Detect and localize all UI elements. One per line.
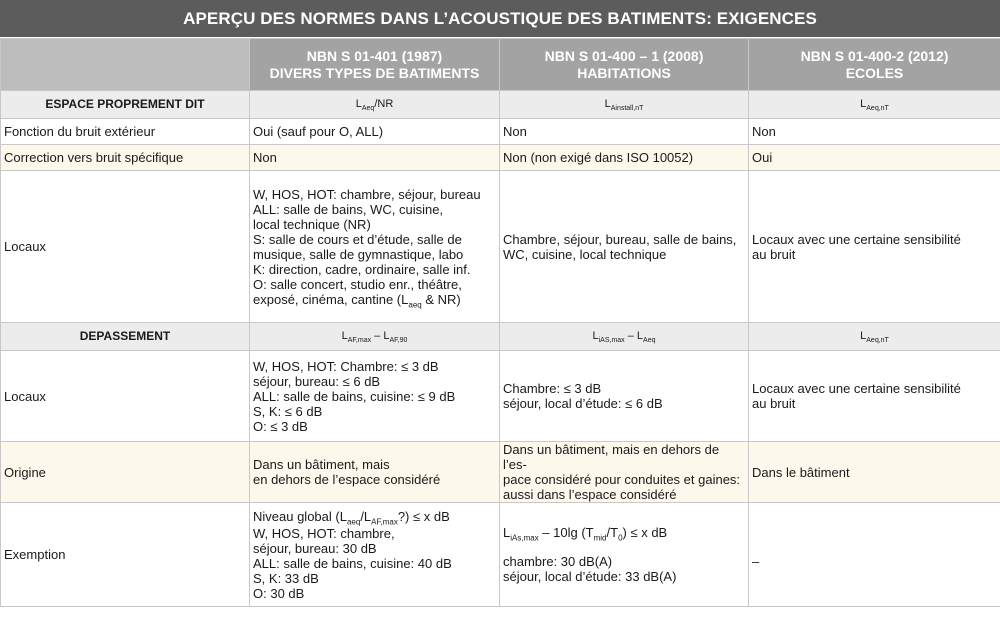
- table-cell: –: [749, 503, 1000, 607]
- table-cell: Niveau global $(L_{aeq}/L_{AF,max}?) \le x$ dB W, HOS, HOT: chambre, séjour, bureau: 30 dB ALL: salle de bains, cuisine: 40 dB S, K: 33 dB O: 30 dB: [250, 503, 500, 607]
- table-cell: W, HOS, HOT: Chambre: ≤ 3 dB séjour, bureau: ≤ 6 dB ALL: salle de bains, cuisine: ≤ 9 dB S, K: ≤ 6 dB O: ≤ 3 dB: [250, 351, 500, 442]
- table-cell: Dans un bâtiment, mais en dehors de l’espace considéré: [250, 442, 500, 503]
- row-label: Locaux: [1, 171, 250, 323]
- header-corner: [1, 39, 250, 91]
- table-row-exemption: [1, 503, 1000, 607]
- section-espace-row: [1, 91, 1000, 119]
- table-row-locaux-depassement: [1, 351, 1000, 442]
- metric-cell: $L_{AF,max} - L_{AF,90}$: [250, 323, 500, 351]
- row-label: Correction vers bruit spécifique: [1, 145, 250, 171]
- row-label: Origine: [1, 442, 250, 503]
- column-header-nbn-401: NBN S 01-401 (1987) DIVERS TYPES DE BATIMENTS: [250, 39, 500, 91]
- row-label: Exemption: [1, 503, 250, 607]
- column-header-nbn-400-1: NBN S 01-400 – 1 (2008) HABITATIONS: [500, 39, 749, 91]
- column-header-nbn-400-2: NBN S 01-400-2 (2012) ECOLES: [749, 39, 1000, 91]
- metric-cell: $L_{Aeq,nT}$: [749, 91, 1000, 119]
- row-label: Fonction du bruit extérieur: [1, 119, 250, 145]
- row-label: Locaux: [1, 351, 250, 442]
- metric-cell: $L_{iAS,max} - L_{Aeq}$: [500, 323, 749, 351]
- metric-cell: $L_{Ainstall,nT}$: [500, 91, 749, 119]
- table-row-locaux-espace: [1, 171, 1000, 323]
- section-depassement-row: [1, 323, 1000, 351]
- table-cell: $L_{iAs,max} - 10\lg$ $(T_{mid}/T_0) \le x$ dB chambre: 30 dB(A) séjour, local d’étude: 33 dB(A): [500, 503, 749, 607]
- table-row-correction: [1, 145, 1000, 171]
- table-cell: Dans le bâtiment: [749, 442, 1000, 503]
- metric-cell: $L_{Aeq,nT}$: [749, 323, 1000, 351]
- table-cell: Non: [500, 119, 749, 145]
- section-label: ESPACE PROPREMENT DIT: [1, 91, 250, 119]
- page-title: APERÇU DES NORMES DANS L’ACOUSTIQUE DES BATIMENTS: EXIGENCES: [0, 0, 1000, 38]
- table-row-origine: [1, 442, 1000, 503]
- table-cell: Chambre, séjour, bureau, salle de bains, WC, cuisine, local technique: [500, 171, 749, 323]
- table-cell: Oui (sauf pour O, ALL): [250, 119, 500, 145]
- section-label: DEPASSEMENT: [1, 323, 250, 351]
- table-cell: Locaux avec une certaine sensibilité au bruit: [749, 351, 1000, 442]
- table-cell: Dans un bâtiment, mais en dehors de l’es- pace considéré pour conduites et gaines: aussi dans l’espace considéré: [500, 442, 749, 503]
- table-cell: Non: [250, 145, 500, 171]
- table-cell: W, HOS, HOT: chambre, séjour, bureau ALL: salle de bains, WC, cuisine, local technique (NR) S: salle de cours et d’étude, salle de musique, salle de gymnastique, labo K: direction, cadre, ordinaire, salle inf. O: salle concert, studio enr., théâtre, exposé, cinéma, cantine ($L_{aeq}$ & NR): [250, 171, 500, 323]
- table-cell: Non: [749, 119, 1000, 145]
- norms-table: [0, 38, 1000, 607]
- table-cell: Non (non exigé dans ISO 10052): [500, 145, 749, 171]
- table-cell: Chambre: ≤ 3 dB séjour, local d’étude: ≤ 6 dB: [500, 351, 749, 442]
- metric-cell: $L_{Aeq}/NR$: [250, 91, 500, 119]
- table-row-fonction: [1, 119, 1000, 145]
- table-cell: Oui: [749, 145, 1000, 171]
- header-row: [1, 39, 1000, 91]
- table-cell: Locaux avec une certaine sensibilité au bruit: [749, 171, 1000, 323]
